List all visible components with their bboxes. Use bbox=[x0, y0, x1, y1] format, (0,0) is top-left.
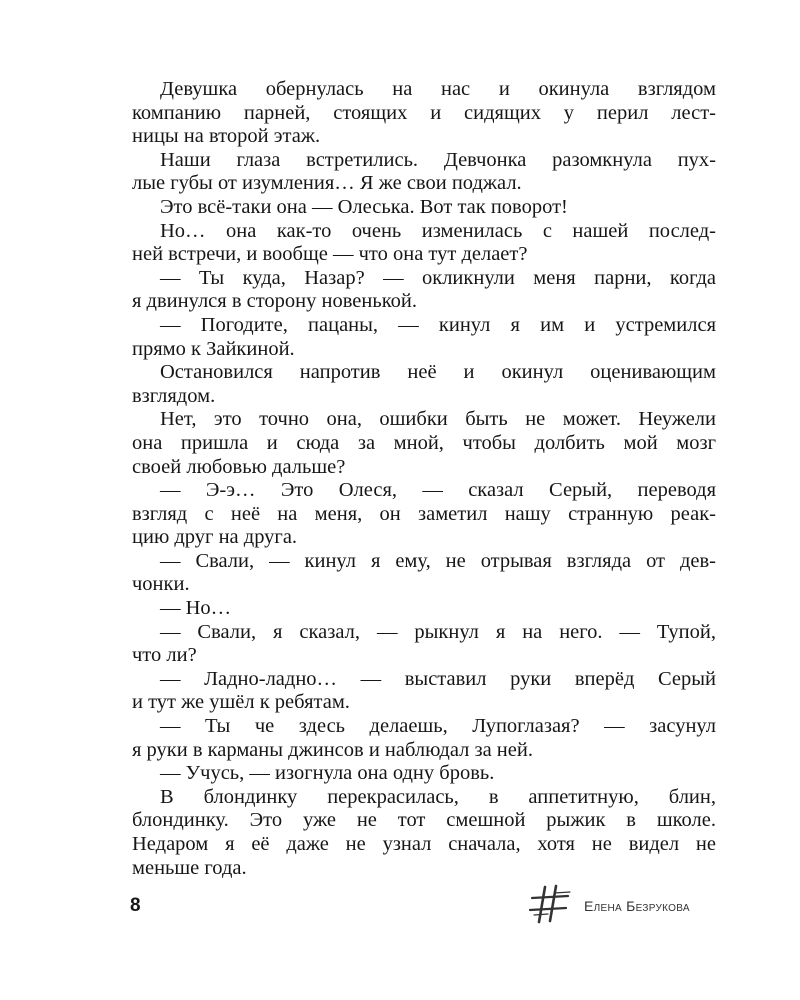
text-line: прямо к Зайкиной. bbox=[132, 337, 295, 360]
text-line: лые губы от изумления… Я же свои поджал. bbox=[132, 172, 522, 195]
text-line: В блондинку перекрасилась, в аппетитную, блин, bbox=[160, 785, 716, 808]
text-line: — Свали, — кинул я ему, не отрывая взгляда от дев- bbox=[160, 549, 716, 572]
text-line: Девушка обернулась на нас и окинула взглядом bbox=[160, 78, 716, 100]
text-line: и тут же ушёл к ребятам. bbox=[132, 691, 350, 714]
text-line: цию друг на друга. bbox=[132, 526, 298, 549]
text-line: чонки. bbox=[132, 573, 190, 596]
text-line: — Но… bbox=[160, 597, 232, 620]
text-line: я руки в карманы джинсов и наблюдал за ней. bbox=[132, 738, 533, 761]
text-line: — Свали, я сказал, — рыкнул я на него. — Тупой, bbox=[160, 620, 716, 643]
hash-icon bbox=[528, 884, 572, 924]
text-line: ницы на второй этаж. bbox=[132, 125, 321, 148]
text-line: Наши глаза встретились. Девчонка разомкнула пух- bbox=[160, 148, 716, 171]
text-line: Остановился напротив неё и окинул оценивающим bbox=[160, 361, 716, 384]
text-line: она пришла и сюда за мной, чтобы долбить мой мозг bbox=[132, 431, 716, 454]
body-text bbox=[132, 78, 716, 880]
text-line: — Ладно-ладно… — выставил руки вперёд Серый bbox=[160, 667, 716, 690]
text-line: — Ты че здесь делаешь, Лупоглазая? — засунул bbox=[160, 715, 716, 738]
running-footer bbox=[528, 884, 728, 924]
text-line: — Э-э… Это Олеся, — сказал Серый, переводя bbox=[160, 479, 716, 502]
text-line: взгляд с неё на меня, он заметил нашу странную реак- bbox=[132, 502, 716, 525]
text-line: своей любовью дальше? bbox=[132, 455, 346, 478]
text-line: что ли? bbox=[132, 644, 197, 667]
text-line: я двинулся в сторону новенькой. bbox=[132, 290, 417, 313]
text-line: взглядом. bbox=[132, 384, 216, 407]
text-line: меньше года. bbox=[132, 856, 247, 879]
text-line: блондинку. Это уже не тот смешной рыжик в школе. bbox=[132, 809, 716, 832]
text-line: Нет, это точно она, ошибки быть не может. Неужели bbox=[160, 408, 716, 431]
text-line: Но… она как-то очень изменилась с нашей послед- bbox=[160, 219, 716, 242]
text-line: — Ты куда, Назар? — окликнули меня парни, когда bbox=[160, 266, 716, 289]
text-line: Это всё-таки она — Олеська. Вот так поворот! bbox=[160, 195, 568, 218]
page-number: 8 bbox=[130, 895, 141, 916]
text-line: ней встречи, и вообще — что она тут делает? bbox=[132, 243, 528, 266]
text-line: — Учусь, — изогнула она одну бровь. bbox=[160, 762, 495, 785]
author-name: Елена Безрукова bbox=[584, 898, 690, 914]
text-line: — Погодите, пацаны, — кинул я им и устремился bbox=[160, 313, 716, 336]
text-line: Недаром я её даже не узнал сначала, хотя не видел не bbox=[132, 833, 716, 855]
text-line: компанию парней, стоящих и сидящих у перил лест- bbox=[132, 101, 716, 124]
